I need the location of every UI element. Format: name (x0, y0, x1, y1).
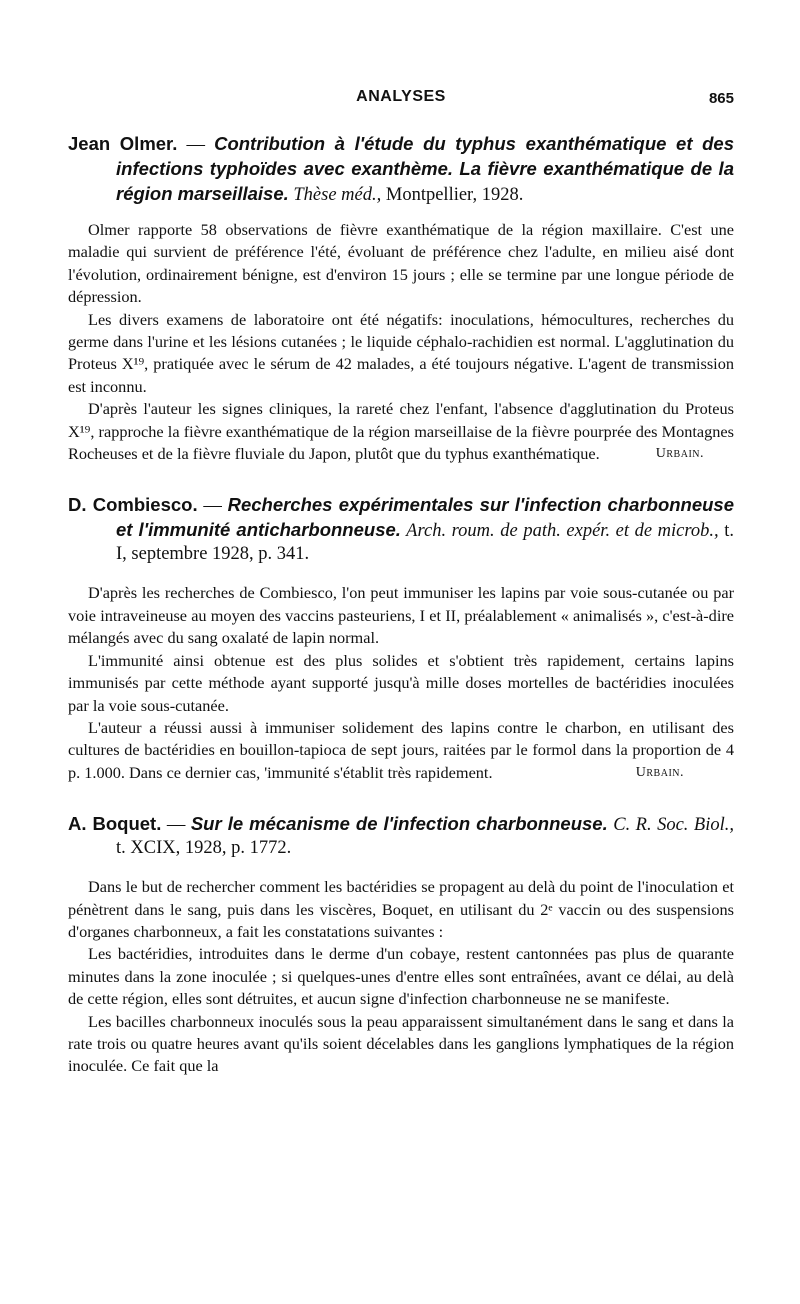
entry-body (68, 219, 734, 465)
paragraph: Les bactéridies, introduites dans le derme d'un cobaye, restent cantonnées pas plus de quarante minutes dans la zone inoculée ; si quelques-unes d'entre elles sont entraînées, avant ce délai, au delà de cette région, elles sont détruites, et aucun signe d'infection charbonneuse ne se manifeste. (68, 944, 734, 1009)
paragraph-text: D'après l'auteur les signes cliniques, la rareté chez l'enfant, l'absence d'agglutination du Proteus X¹⁹, rapproche la fièvre exanthématique de la région marseillaise de la fièvre pourprée des Montagnes Rocheuses et de la fièvre fluviale du Japon, plutôt que du typhus exanthématique. (68, 399, 734, 464)
page-number: 865 (708, 90, 734, 107)
entry-dash: — (177, 135, 215, 155)
paragraph: L'immunité ainsi obtenue est des plus solides et s'obtient très rapidement, certains lapins immunisés par cette méthode ayant supporté jusqu'à mille doses mortelles de bactéridies inoculées par la voie sous-cutanée. (68, 650, 734, 715)
entry-author: Jean Olmer. (68, 133, 178, 154)
paragraph: Dans le but de rechercher comment les bactéridies se propagent au delà du point de l'inoculation et pénètrent dans le sang, puis dans les viscères, Boquet, en utilisant du 2ᵉ vaccin ou des suspensions d'organes charbonneux, a fait les constatations suivantes : (68, 877, 734, 941)
review-entry-olmer (68, 132, 734, 465)
reviewer-signature: Urbain. (655, 446, 704, 462)
entry-author: D. Combiesco. (68, 494, 198, 516)
entry-source: t. XCIX, 1928, p. 1772. (116, 838, 292, 859)
paragraph: Les divers examens de laboratoire ont été négatifs: inoculations, hémocultures, recherches du germe dans l'urine et les lésions cutanées ; le liquide céphalo-rachidien est normal. L'agglutination du Proteus X¹⁹, pratiquée avec le sérum de 42 malades, a été toujours négative. L'agent de transmission est inconnu. (68, 309, 734, 396)
entry-title: Recherches expérimentales sur l'infection charbonneuse et l'immunité anticharbonneuse. (116, 494, 735, 541)
entry-dash: — (161, 815, 191, 836)
page-header (68, 88, 734, 118)
paragraph (68, 398, 734, 465)
entry-source: Montpellier, 1928. (381, 185, 524, 205)
entry-separator (68, 465, 734, 479)
reviewer-signature: Urbain. (635, 764, 684, 780)
entry-heading (68, 493, 734, 566)
entry-source: t. I, septembre 1928, p. 341. (116, 521, 735, 565)
paragraph (68, 717, 734, 784)
running-title: ANALYSES (356, 88, 446, 105)
entry-source-italic: Thèse méd., (288, 185, 382, 205)
review-entry-combiesco (68, 493, 734, 784)
entry-body (68, 876, 734, 1078)
entry-heading (68, 132, 734, 207)
entry-dash: — (197, 496, 228, 517)
entry-body (68, 582, 734, 784)
paragraph: D'après les recherches de Combiesco, l'on peut immuniser les lapins par voie sous-cutanée ou par voie intraveineuse au moyen des vaccins pasteuriens, I et II, préalablement « animalisés », c'est-à-dire mélangés avec du sang oxalaté de lapin normal. (68, 583, 734, 648)
page (68, 88, 734, 1078)
entry-source-italic: Arch. roum. de path. expér. et de microb., (400, 521, 719, 542)
entry-separator (68, 784, 734, 798)
entry-title: Sur le mécanisme de l'infection charbonneuse. (190, 813, 608, 835)
paragraph: Olmer rapporte 58 observations de fièvre exanthématique de la région maxillaire. C'est une maladie qui survient de préférence l'été, évoluant de préférence chez l'adulte, en milieu aisé dont l'évolution, ordinairement bénigne, est d'environ 15 jours ; elle se termine par une longue période de dépression. (68, 220, 734, 307)
entry-title: Contribution à l'étude du typhus exanthématique et des infections typhoïdes avec exanthème. La fièvre exanthématique de la région marseillaise. (116, 133, 734, 204)
paragraph: Les bacilles charbonneux inoculés sous la peau apparaissent simultanément dans le sang et dans la rate trois ou quatre heures avant qu'ils soient décelables dans les ganglions lymphatiques de la région inoculée. Ce fait que la (68, 1011, 734, 1076)
paragraph-text: L'auteur a réussi aussi à immuniser solidement des lapins contre le charbon, en utilisant des cultures de bactéridies en bouillon-tapioca de sept jours, raitées par le formol dans la proportion de 4 p. 1.000. Dans ce dernier cas, 'immunité s'établit très rapidement. (68, 717, 734, 782)
entry-heading (68, 812, 734, 860)
entry-author: A. Boquet. (68, 813, 162, 835)
review-entry-boquet (68, 812, 734, 1078)
entry-source-italic: C. R. Soc. Biol., (607, 815, 735, 836)
